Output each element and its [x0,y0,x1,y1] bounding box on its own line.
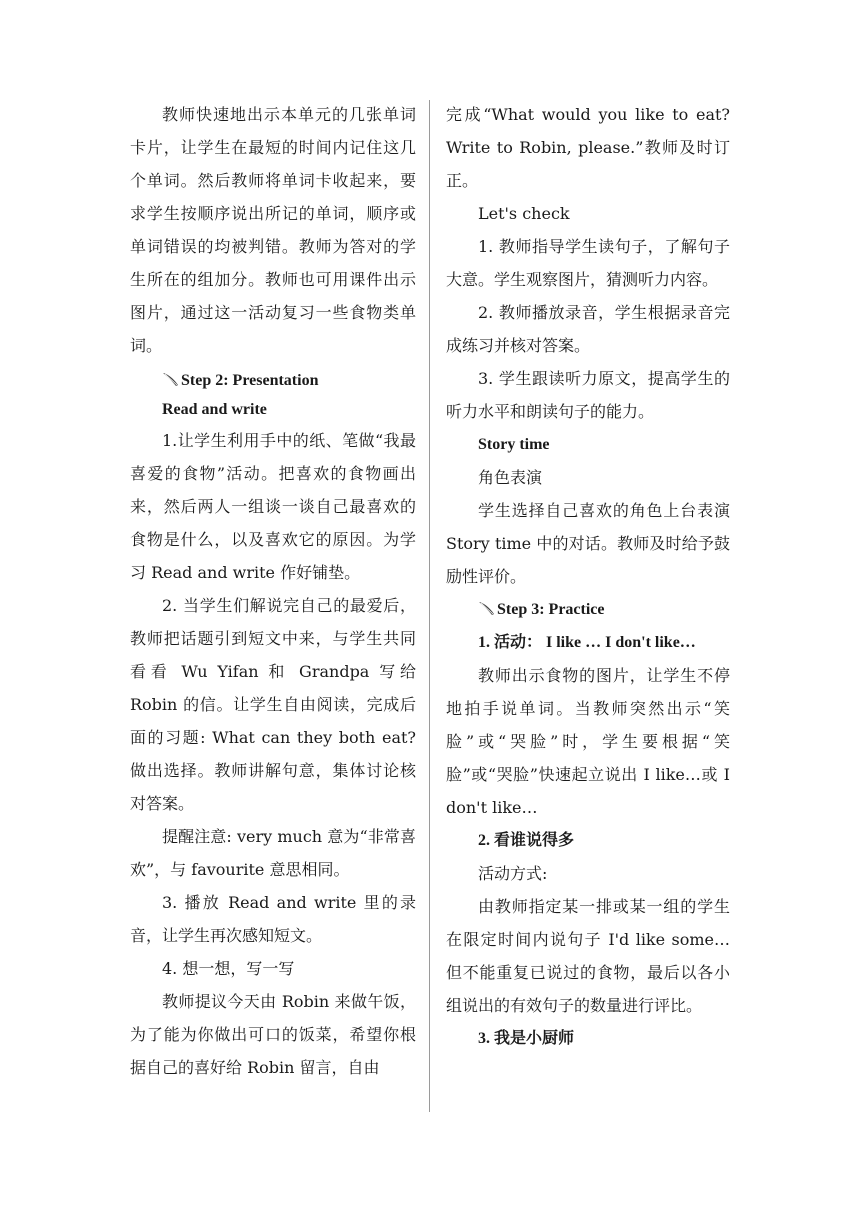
activity-mode-label: 活动方式: [478,864,548,883]
step3-heading [446,593,730,626]
paragraph: 2. 当学生们解说完自己的最爱后，教师把话题引到短文中来，与学生共同看看 Wu Yifan 和 Grandpa 写给 Robin 的信。让学生自由阅读，完成后面的习题: What can they both eat?做出选择。教师讲解句意，集体讨论核对答案。 [130,596,416,813]
paragraph: 教师提议今天由 Robin 来做午饭，为了能为你做出可口的饭菜，希望你根据自己的喜好给 Robin 留言，自由 [130,992,416,1077]
paragraph: 学生选择自己喜欢的角色上台表演 Story time 中的对话。教师及时给予鼓励性评价。 [446,501,730,586]
paragraph: 3. 播放 Read and write 里的录音，让学生再次感知短文。 [130,893,416,945]
paragraph: 3. 学生跟读听力原文，提高学生的听力水平和朗读句子的能力。 [446,369,730,421]
activity2-heading: 2. 看谁说得多 [478,832,575,849]
activity1-heading: 1. 活动： I like … I don't like… [478,634,696,651]
paragraph: 完成“What would you like to eat? Write to Robin, please.”教师及时订正。 [446,105,730,190]
story-time-heading: Story time [478,436,550,453]
paragraph: 教师快速地出示本单元的几张单词卡片，让学生在最短的时间内记住这几个单词。然后教师将单词卡收起来，要求学生按顺序说出所记的单词，顺序或单词错误的均被判错。教师为答对的学生所在的组加分。教师也可用课件出示图片，通过这一活动复习一些食物类单词。 [130,105,416,355]
role-play-heading: 角色表演 [478,468,543,487]
read-write-heading: Read and write [162,401,267,418]
left-column [130,98,416,1084]
paragraph: 由教师指定某一排或某一组的学生在限定时间内说句子 I'd like some…但不能重复已说过的食物，最后以各小组说出的有效句子的数量进行评比。 [446,897,730,1015]
activity3-heading: 3. 我是小厨师 [478,1030,575,1047]
paragraph: 1.让学生利用手中的纸、笔做“我最喜爱的食物”活动。把喜欢的食物画出来，然后两人一组谈一谈自己最喜欢的食物是什么，以及喜欢它的原因。为学习 Read and write 作好铺垫。 [130,431,416,582]
column-divider [429,100,430,1112]
paragraph: 4. 想一想，写一写 [162,959,295,978]
quill-pen-icon [162,371,180,387]
right-column [446,98,730,1055]
paragraph: 教师出示食物的图片，让学生不停地拍手说单词。当教师突然出示“笑脸”或“哭脸”时，学生要根据“笑脸”或“哭脸”快速起立说出 I like…或 I don't like… [446,666,730,817]
step2-label: Step 2: Presentation [181,372,319,389]
paragraph: 2. 教师播放录音，学生根据录音完成练习并核对答案。 [446,303,730,355]
step3-label: Step 3: Practice [497,601,605,618]
paragraph: 提醒注意: very much 意为“非常喜欢”，与 favourite 意思相同。 [130,827,416,879]
lets-check-heading: Let's check [478,204,570,223]
quill-pen-icon [478,600,496,616]
paragraph: 1. 教师指导学生读句子，了解句子大意。学生观察图片，猜测听力内容。 [446,237,730,289]
step2-heading [130,366,416,395]
